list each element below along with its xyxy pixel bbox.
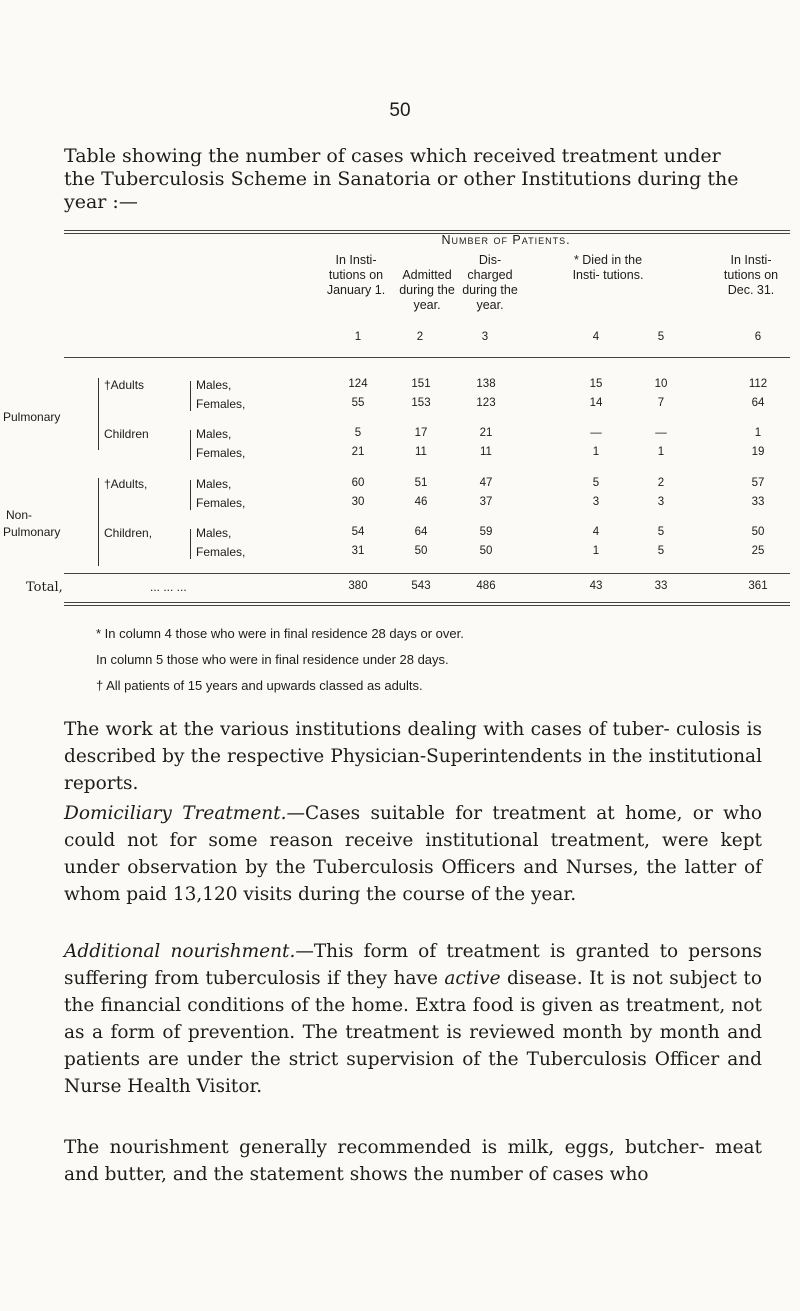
paragraph-1: The work at the various institutions dealing with cases of tuber- culosis is described by the respective Physician-Superintendents in the institutional reports. xyxy=(64,719,762,794)
table-cell: 50 xyxy=(479,545,493,557)
footnote: In column 5 those who were in final residence under 28 days. xyxy=(96,652,449,667)
table-cell: 59 xyxy=(479,526,493,538)
table-cell: 21 xyxy=(479,427,493,439)
table-cell: 3 xyxy=(592,496,600,508)
section-label-pulmonary: Pulmonary xyxy=(3,410,61,424)
total-cell: 43 xyxy=(589,580,603,592)
page-number: 50 xyxy=(389,100,411,121)
row-label: Males, xyxy=(196,427,232,441)
table-cell: 64 xyxy=(751,397,765,409)
group-label: Children, xyxy=(104,526,153,540)
group-label: Children xyxy=(104,427,149,441)
table-cell: 51 xyxy=(414,477,428,489)
table-cell: 21 xyxy=(351,446,365,458)
col-header-3: Dis- charged during the year. xyxy=(462,253,518,312)
table-cell: 151 xyxy=(411,378,431,390)
col-number: 6 xyxy=(754,331,762,343)
table-cell: 46 xyxy=(414,496,428,508)
table-cell: 31 xyxy=(351,545,365,557)
table-cell: 153 xyxy=(411,397,431,409)
total-cell: 361 xyxy=(748,580,768,592)
col-number: 5 xyxy=(657,331,665,343)
brace xyxy=(190,529,191,559)
table-cell: 2 xyxy=(657,477,665,489)
col-header-4: * Died in the Insti- tutions. xyxy=(572,253,644,282)
table-caption: Table showing the number of cases which received treatment under the Tuberculosis Scheme in Sanatoria or other Institutions during the year :— xyxy=(64,145,739,213)
brace xyxy=(190,430,191,460)
table-bottom-rule xyxy=(64,602,790,603)
table-cell: 15 xyxy=(589,378,603,390)
table-cell: 112 xyxy=(748,378,768,390)
total-label: Total, xyxy=(26,580,63,595)
col-header-1: In Insti- tutions on January 1. xyxy=(326,253,386,297)
paragraph-2-body: —Cases suitable for treatment at home, or who could not for some reason receive institutional treatment, were kept under observation by the Tuberculosis Officers and Nurses, the latter of whom paid 13,120 visits during the course of the year. xyxy=(64,803,763,905)
table-top-rule xyxy=(64,230,790,231)
table-cell: 5 xyxy=(592,477,600,489)
table-cell: 57 xyxy=(751,477,765,489)
row-label: Females, xyxy=(196,545,246,559)
row-label: Females, xyxy=(196,496,246,510)
table-header-rule xyxy=(64,357,790,358)
col-number: 1 xyxy=(354,331,362,343)
table-cell: 25 xyxy=(751,545,765,557)
table-cell: 10 xyxy=(654,378,668,390)
table-cell: 1 xyxy=(592,545,600,557)
col-header-5: In Insti- tutions on Dec. 31. xyxy=(723,253,779,297)
section-label-non: Non- xyxy=(6,508,33,522)
row-label: Females, xyxy=(196,446,246,460)
group-title: Number of Patients. xyxy=(441,233,571,247)
table-cell: 1 xyxy=(592,446,600,458)
table-cell: 3 xyxy=(657,496,665,508)
table-cell: 11 xyxy=(480,446,492,458)
brace xyxy=(98,378,99,450)
table-cell: 60 xyxy=(351,477,365,489)
table-cell: 50 xyxy=(751,526,765,538)
col-number: 3 xyxy=(481,331,489,343)
col-number: 4 xyxy=(592,331,600,343)
table-cell: 19 xyxy=(751,446,765,458)
table-cell: 33 xyxy=(751,496,765,508)
table-cell: — xyxy=(590,427,602,439)
paragraph-3-body-b: disease. It is not subject to the financial conditions of the home. Extra food is given as treatment, not as a form of prevention. The treatment is reviewed month by month and patients are under the strict supervision of the Tuberculosis Officer and Nurse Health Visitor. xyxy=(64,968,762,1097)
table-cell: 37 xyxy=(479,496,493,508)
brace xyxy=(190,381,191,411)
table-cell: 47 xyxy=(479,477,493,489)
paragraph-3 xyxy=(64,938,762,1100)
table-cell: 1 xyxy=(754,427,762,439)
group-label: †Adults xyxy=(104,378,145,392)
table-cell: 1 xyxy=(657,446,665,458)
paragraph-3-body-a: —This form of treatment is granted to persons suffering from tuberculosis if they have xyxy=(64,941,762,989)
paragraph-3-emphasis: active xyxy=(444,968,501,989)
table-cell: 11 xyxy=(415,446,427,458)
total-rule xyxy=(64,573,790,574)
table-cell: 5 xyxy=(657,545,665,557)
table-cell: 124 xyxy=(348,378,368,390)
total-cell: 486 xyxy=(476,580,496,592)
row-label: Males, xyxy=(196,378,232,392)
group-label: †Adults, xyxy=(104,477,148,491)
col-number: 2 xyxy=(416,331,424,343)
col-header-2: Admitted during the year. xyxy=(399,268,455,312)
total-cell: 380 xyxy=(348,580,368,592)
total-cell: 543 xyxy=(411,580,431,592)
paragraph-2 xyxy=(64,800,762,908)
table-cell: 14 xyxy=(589,397,603,409)
table-cell: 123 xyxy=(476,397,496,409)
table-cell: 4 xyxy=(592,526,600,538)
footnote: † All patients of 15 years and upwards classed as adults. xyxy=(96,678,423,693)
table-cell: 7 xyxy=(657,397,665,409)
total-dots: ... ... ... xyxy=(150,580,187,594)
footnote: * In column 4 those who were in final residence 28 days or over. xyxy=(96,626,464,641)
paragraph-2-title: Domiciliary Treatment. xyxy=(64,803,287,824)
row-label: Males, xyxy=(196,526,232,540)
table-cell: 30 xyxy=(351,496,365,508)
row-label: Females, xyxy=(196,397,246,411)
table-cell: 55 xyxy=(351,397,365,409)
table-cell: 64 xyxy=(414,526,428,538)
row-label: Males, xyxy=(196,477,232,491)
table-cell: 5 xyxy=(354,427,362,439)
table-bottom-rule-2 xyxy=(64,605,790,606)
table-cell: 138 xyxy=(476,378,496,390)
section-label-pulmonary-2: Pulmonary xyxy=(3,525,61,539)
table-cell: 5 xyxy=(657,526,665,538)
brace xyxy=(190,480,191,510)
table-cell: — xyxy=(655,427,667,439)
table-cell: 54 xyxy=(351,526,365,538)
table-cell: 17 xyxy=(414,427,428,439)
total-cell: 33 xyxy=(654,580,668,592)
table-cell: 50 xyxy=(414,545,428,557)
paragraph-3-title: Additional nourishment. xyxy=(64,941,296,962)
paragraph-4: The nourishment generally recommended is milk, eggs, butcher- meat and butter, and the statement shows the number of cases who xyxy=(64,1137,762,1185)
brace xyxy=(98,478,99,566)
